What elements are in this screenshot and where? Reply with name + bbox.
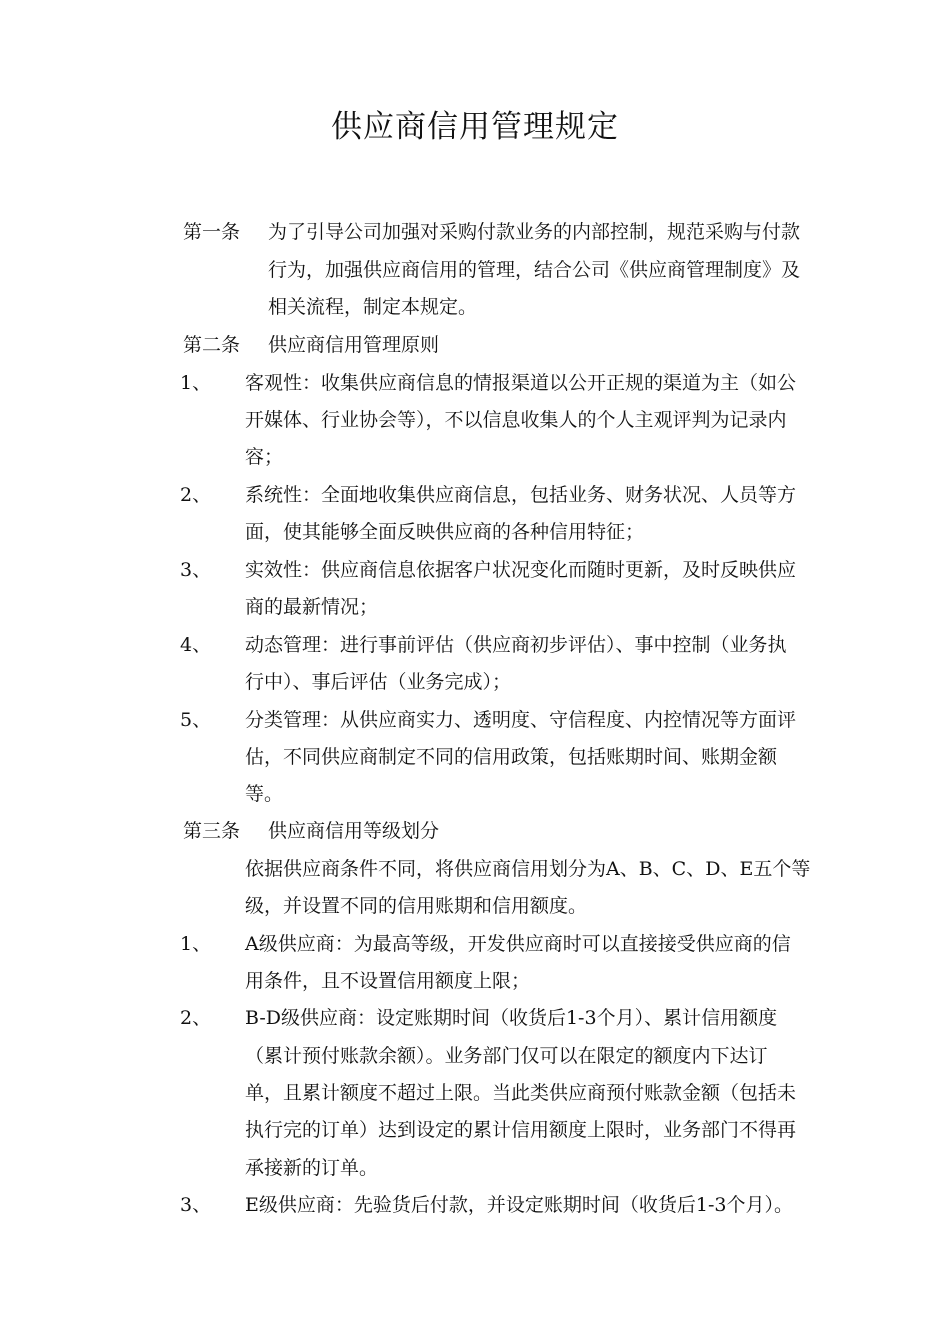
list-item-line: （累计预付账款余额）。业务部门仅可以在限定的额度内下达订 [245,1045,768,1067]
article-1-label: 第一条 [183,221,241,243]
article-1-line: 相关流程，制定本规定。 [268,296,478,318]
list-item-line: 用条件，且不设置信用额度上限； [245,970,531,992]
list-item-line: 承接新的订单。 [245,1157,379,1179]
list-item-line: 分类管理：从供应商实力、透明度、守信程度、内控情况等方面评 [245,709,797,731]
list-item-number: 1、 [180,372,212,394]
list-item-line: E级供应商：先验货后付款，并设定账期时间（收货后1-3个月）。 [245,1194,793,1216]
list-item-line: 容； [245,446,284,468]
article-3-label: 第三条 [183,820,241,842]
list-item-line: 估，不同供应商制定不同的信用政策，包括账期时间、账期金额 [245,746,778,768]
list-item-line: 客观性：收集供应商信息的情报渠道以公开正规的渠道为主（如公 [245,372,797,394]
list-item-number: 2、 [180,1007,212,1029]
list-item-line: 等。 [245,783,284,805]
article-2-label: 第二条 [183,334,241,356]
list-item-line: B-D级供应商：设定账期时间（收货后1-3个月）、累计信用额度 [245,1007,778,1029]
list-item-line: 商的最新情况； [245,596,379,618]
list-item-number: 4、 [180,634,212,656]
list-item-line: 系统性：全面地收集供应商信息，包括业务、财务状况、人员等方 [245,484,797,506]
list-item-number: 3、 [180,559,212,581]
document-title: 供应商信用管理规定 [331,109,619,145]
article-3-intro-line: 依据供应商条件不同，将供应商信用划分为A、B、C、D、E五个等 [245,858,811,880]
article-1-line: 行为，加强供应商信用的管理，结合公司《供应商管理制度》及 [268,259,801,281]
list-item-number: 2、 [180,484,212,506]
list-item-line: 执行完的订单）达到设定的累计信用额度上限时，业务部门不得再 [245,1119,797,1141]
article-3-intro-line: 级，并设置不同的信用账期和信用额度。 [245,895,588,917]
list-item-number: 1、 [180,933,212,955]
article-3-heading: 供应商信用等级划分 [268,820,440,842]
article-1-line: 为了引导公司加强对采购付款业务的内部控制，规范采购与付款 [268,221,801,243]
list-item-line: A级供应商：为最高等级，开发供应商时可以直接接受供应商的信 [245,933,791,955]
list-item-line: 行中）、事后评估（业务完成）； [245,671,512,693]
list-item-number: 3、 [180,1194,212,1216]
article-2-heading: 供应商信用管理原则 [268,334,440,356]
list-item-line: 开媒体、行业协会等），不以信息收集人的个人主观评判为记录内 [245,409,787,431]
list-item-line: 单，且累计额度不超过上限。当此类供应商预付账款金额（包括未 [245,1082,797,1104]
list-item-number: 5、 [180,709,212,731]
list-item-line: 面，使其能够全面反映供应商的各种信用特征； [245,521,645,543]
list-item-line: 动态管理：进行事前评估（供应商初步评估）、事中控制（业务执 [245,634,787,656]
list-item-line: 实效性：供应商信息依据客户状况变化而随时更新，及时反映供应 [245,559,797,581]
